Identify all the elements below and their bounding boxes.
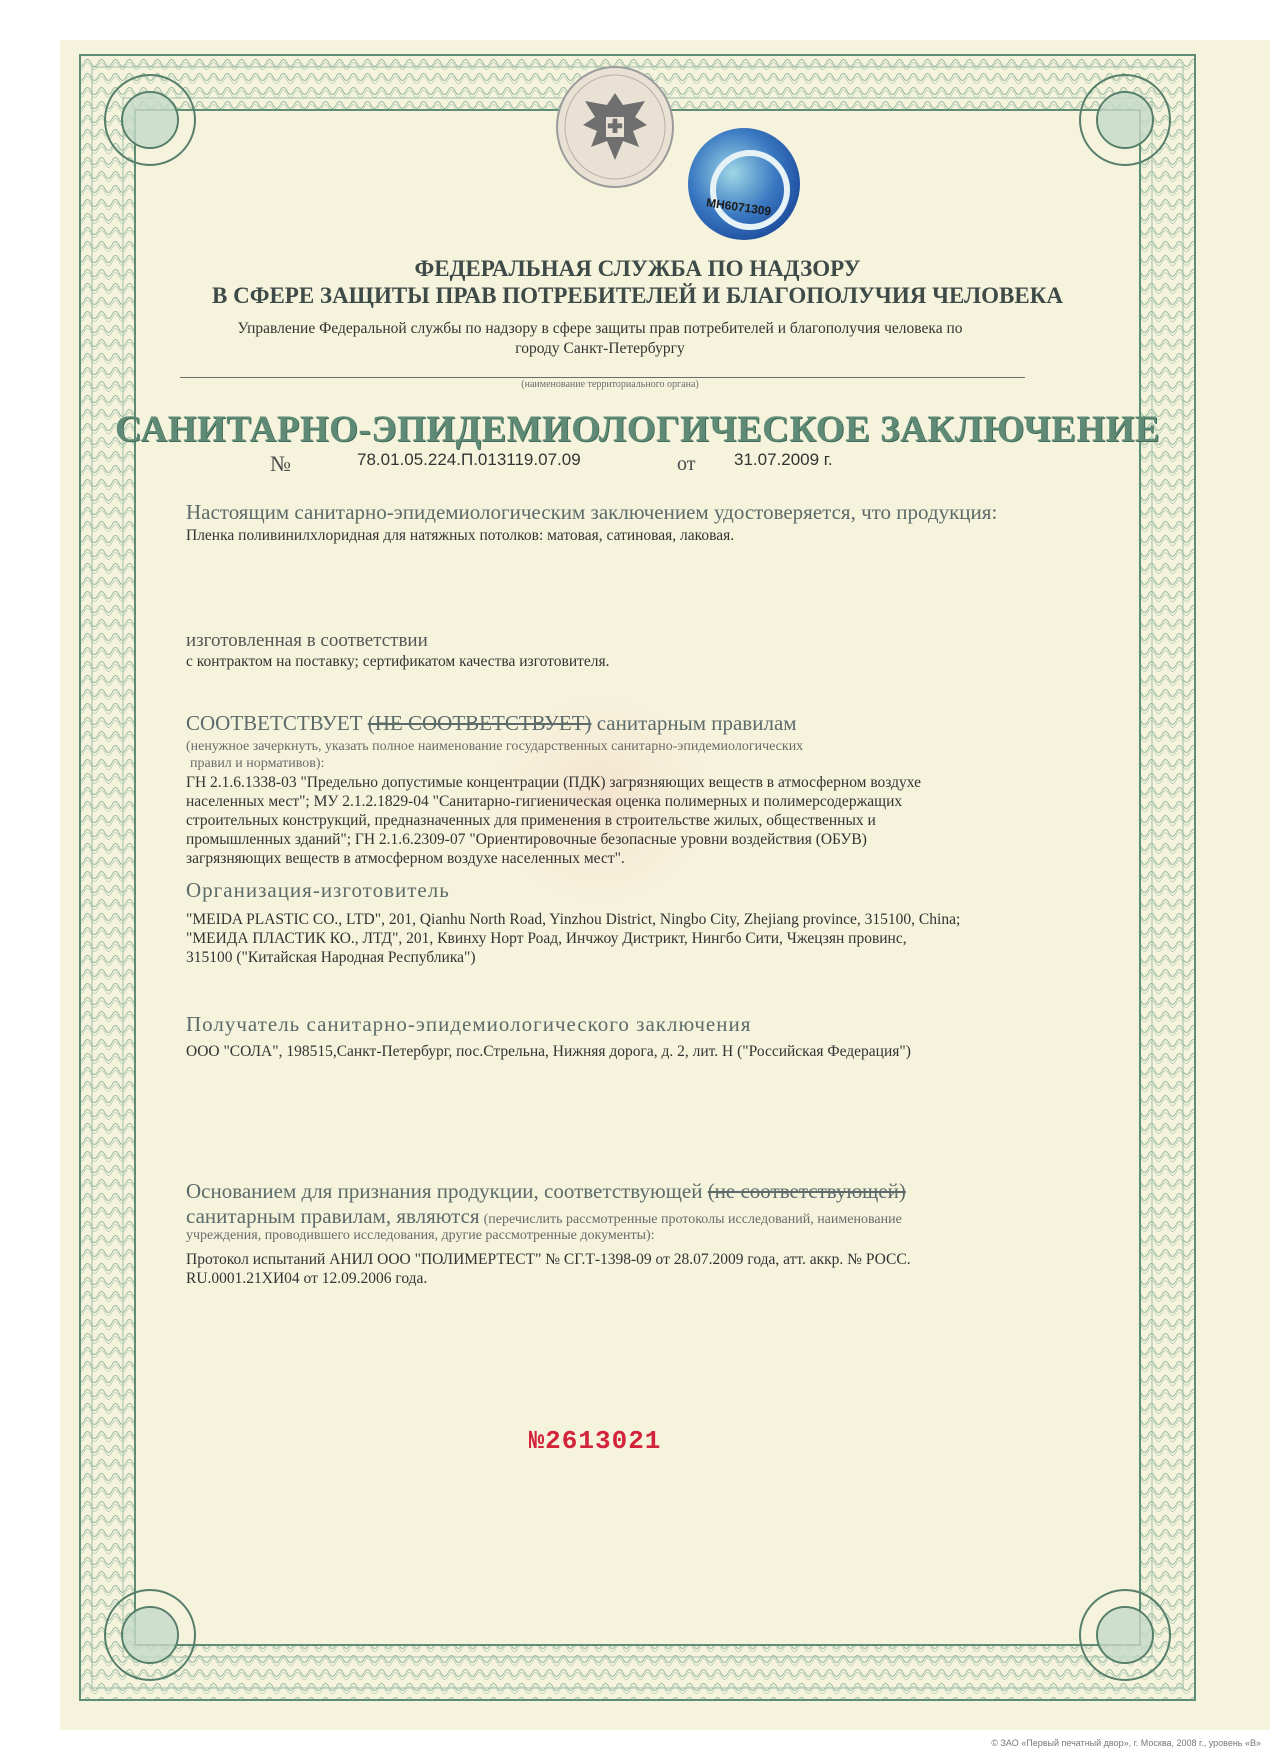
department-line2: городу Санкт-Петербургу — [515, 340, 685, 357]
manufactured-label: изготовленная в соответствии — [186, 630, 428, 651]
basis-hint-line2: учреждения, проводившего исследования, другие рассмотренные документы): — [186, 1228, 655, 1243]
basis-label-part2: санитарным правилам, являются — [186, 1204, 480, 1228]
certificate-title: САНИТАРНО-ЭПИДЕМИОЛОГИЧЕСКОЕ ЗАКЛЮЧЕНИЕ — [115, 409, 1160, 450]
date-label: от — [677, 453, 696, 475]
certificate-number: 78.01.05.224.П.013119.07.09 — [357, 450, 581, 469]
basis-label-part1: Основанием для признания продукции, соответствующей — [186, 1179, 703, 1203]
compliance-text-line: населенных мест"; МУ 2.1.2.1829-04 "Санитарно-гигиеническая оценка полимерных и полимерсодержащих — [186, 793, 903, 810]
basis-text-line: RU.0001.21ХИ04 от 12.09.2006 года. — [186, 1270, 428, 1287]
product-intro: Настоящим санитарно-эпидемиологическим заключением удостоверяется, что продукция: — [186, 500, 998, 524]
basis-hint-part1: (перечислить рассмотренные протоколы исследований, наименование — [483, 1212, 902, 1227]
basis-line2 — [186, 1204, 902, 1229]
manufacturer-line: "MEIDA PLASTIC CO., LTD", 201, Qianhu North Road, Yinzhou District, Ningbo City, Zhejiang province, 315100, China; — [186, 911, 961, 928]
hologram-ring-icon — [710, 150, 790, 230]
recipient-text: ООО "СОЛА", 198515,Санкт-Петербург, пос.Стрельна, Нижняя дорога, д. 2, лит. Н ("Российская Федерация") — [186, 1043, 911, 1060]
double-headed-eagle-emblem — [555, 65, 675, 190]
manufacturer-line: "МЕИДА ПЛАСТИК КО., ЛТД", 201, Квинху Норт Роад, Инчжоу Дистрикт, Нингбо Сити, Чжецзян провинс, — [186, 930, 907, 947]
compliance-text-line: ГН 2.1.6.1338-03 "Предельно допустимые концентрации (ПДК) загрязняющих веществ в атмосферном воздухе — [186, 774, 922, 791]
manufacturer-line: 315100 ("Китайская Народная Республика") — [186, 949, 476, 966]
manufacturer-label: Организация-изготовитель — [186, 878, 450, 902]
compliance-text-line: загрязняющих веществ в атмосферном воздухе населенных мест". — [186, 850, 625, 867]
department-caption: (наименование территориального органа) — [521, 379, 699, 390]
not-complies-word: (НЕ СООТВЕТСТВУЕТ) — [367, 711, 592, 735]
recipient-label: Получатель санитарно-эпидемиологического заключения — [186, 1012, 752, 1036]
compliance-text-line: промышленных зданий"; ГН 2.1.6.2309-07 "Ориентировочные безопасные уровни воздействия (ОБУВ) — [186, 831, 867, 848]
basis-label-strike: (не соответствующей) — [707, 1179, 906, 1203]
number-label: № — [270, 451, 291, 476]
department-line1: Управление Федеральной службы по надзору в сфере защиты прав потребителей и благополучия человека по — [237, 320, 963, 337]
department-underline — [180, 377, 1025, 378]
agency-title-line1: ФЕДЕРАЛЬНАЯ СЛУЖБА ПО НАДЗОРУ — [414, 256, 861, 281]
compliance-text-line: строительных конструкций, предназначенных для применения в строительстве жилых, общественных и — [186, 812, 876, 829]
compliance-hint-line2: правил и нормативов): — [190, 756, 325, 771]
printer-footer: © ЗАО «Первый печатный двор», г. Москва, 2008 г., уровень «В» — [991, 1738, 1261, 1748]
form-serial-number: №2613021 — [528, 1426, 662, 1456]
compliance-hint-line1: (ненужное зачеркнуть, указать полное наименование государственных санитарно-эпидемиологических — [186, 739, 804, 754]
manufactured-text: с контрактом на поставку; сертификатом качества изготовителя. — [186, 653, 610, 670]
product-description: Пленка поливинилхлоридная для натяжных потолков: матовая, сатиновая, лаковая. — [186, 527, 735, 544]
hologram-code: MH6071309 — [705, 195, 773, 219]
certificate-date: 31.07.2009 г. — [734, 450, 833, 469]
complies-word: СООТВЕТСТВУЕТ — [186, 711, 363, 735]
basis-line1 — [186, 1179, 906, 1204]
sanitary-rules-word: санитарным правилам — [596, 711, 797, 735]
basis-text-line: Протокол испытаний АНИЛ ООО "ПОЛИМЕРТЕСТ" № СГ.Т-1398-09 от 28.07.2009 года, атт. аккр. № РОСС. — [186, 1251, 911, 1268]
compliance-line — [186, 711, 797, 736]
hologram-sticker — [688, 128, 800, 240]
agency-title-line2: В СФЕРЕ ЗАЩИТЫ ПРАВ ПОТРЕБИТЕЛЕЙ И БЛАГОПОЛУЧИЯ ЧЕЛОВЕКА — [212, 283, 1063, 308]
